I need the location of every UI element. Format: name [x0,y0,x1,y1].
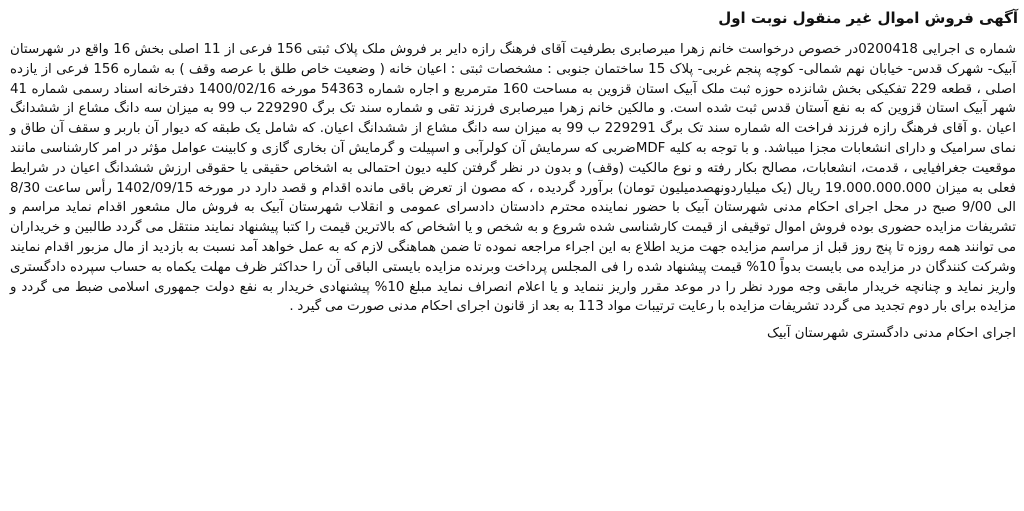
notice-title: آگهی فروش اموال غیر منقول نوبت اول [718,9,1018,27]
notice-body: شماره ی اجرایی 0200418در خصوص درخواست خانم زهرا میرصابری بطرفیت آقای فرهنگ رازه دایر بر فروش ملک پلاک ثبتی 156 فرعی از 11 اصلی بخش 16 واقع در شهرستان آبیک- شهرک قدس- خیابان نهم شمالی- کوچه پنجم غربی- پلاک 15 ساختمان جنوبی : مشخصات ثبتی : اعیان خانه ( وضعیت خاص طلق با عرصه وقف ) به شماره 156 فرعی از یازده اصلی ، قطعه 229 تفکیکی بخش شانزده حوزه ثبت ملک آبیک استان قزوین به مساحت 160 مترمربع و اجاره شماره 54363 مورخه 1400/02/16 دفترخانه اسناد رسمی شماره 41 شهر آبیک استان قزوین که به نفع آستان قدس ثبت شده است. و مالکین خانم زهرا میرصابری فرزند تقی و شماره سند تک برگ 229290 ب 99 به میزان سه دانگ مشاع از ششدانگ اعیان .و آقای فرهنگ رازه فرزند فراخت اله شماره سند تک برگ 229291 ب 99 به میزان سه دانگ مشاع از ششدانگ اعیان. که شامل یک طبقه که دیوار آن باربر و سقف آن طاق و نمای سرامیک و دارای انشعابات مجزا میباشد. و با توجه به کلیه MDFضربی که سرمایش آن کولرآبی و اسپیلت و گرمایش آن بخاری گازی و کابینت عوامل مؤثر در امر کارشناسی مانند موقعیت جغرافیایی ، قدمت، انشعابات، مصالح بکار رفته و نوع مالکیت (وقف) و بدون در نظر گرفتن کلیه دیون احتمالی به اشخاص حقیقی یا حقوقی ارزش ششدانگ اعیان در شرایط فعلی به میزان 19.000.000.000 ریال (یک میلیاردونهصدمیلیون تومان) برآورد گردیده ، که مصون از تعرض باقی مانده اقدام و قصد دارد در مورخه 1402/09/15 رأس ساعت 8/30 الی 9/00 صبح در محل اجرای احکام مدنی شهرستان آبیک با حضور نماینده محترم دادستان دادسرای عمومی و انقلاب شهرستان آبیک به فروش مال مشعور اقدام نماید مراسم و تشریفات مزایده حضوری بوده فروش اموال توقیفی از قیمت کارشناسی شده شروع و به شخص و یا اشخاص که بالاترین قیمت را کتبا پیشنهاد نمایند منتقل می گردد طالبین و خریداران می توانند همه روزه تا پنج روز قبل از مراسم مزایده جهت مزید اطلاع به این اجراء مراجعه نموده تا ضمن هماهنگی لازم که به عمل خواهد آمد نسبت به بازدید از مال مزبور اقدام نمایند وشرکت کنندگان در مزایده می بایست بدواً 10% قیمت پیشنهاد شده را فی المجلس پرداخت وبرنده مزایده بایستی الباقی آن را حداکثر ظرف مهلت یکماه به حساب سپرده دادگستری واریز نماید و چنانچه خریدار مابقی وجه مورد نظر را در موعد مقرر واریز ننماید و یا اعلام انصراف نماید مبلغ 10% پیشنهادی خریدار به نفع دولت جمهوری اسلامی ضبط می گردد و مزایده برای بار دوم تجدید می گردد تشریفات مزایده با رعایت ترتیبات مواد 113 به بعد از قانون اجرای احکام مدنی صورت می گیرد . [10,42,1017,315]
auction-notice [4,6,1020,506]
notice-signature: اجرای احکام مدنی دادگستری شهرستان آبیک [766,326,1016,342]
